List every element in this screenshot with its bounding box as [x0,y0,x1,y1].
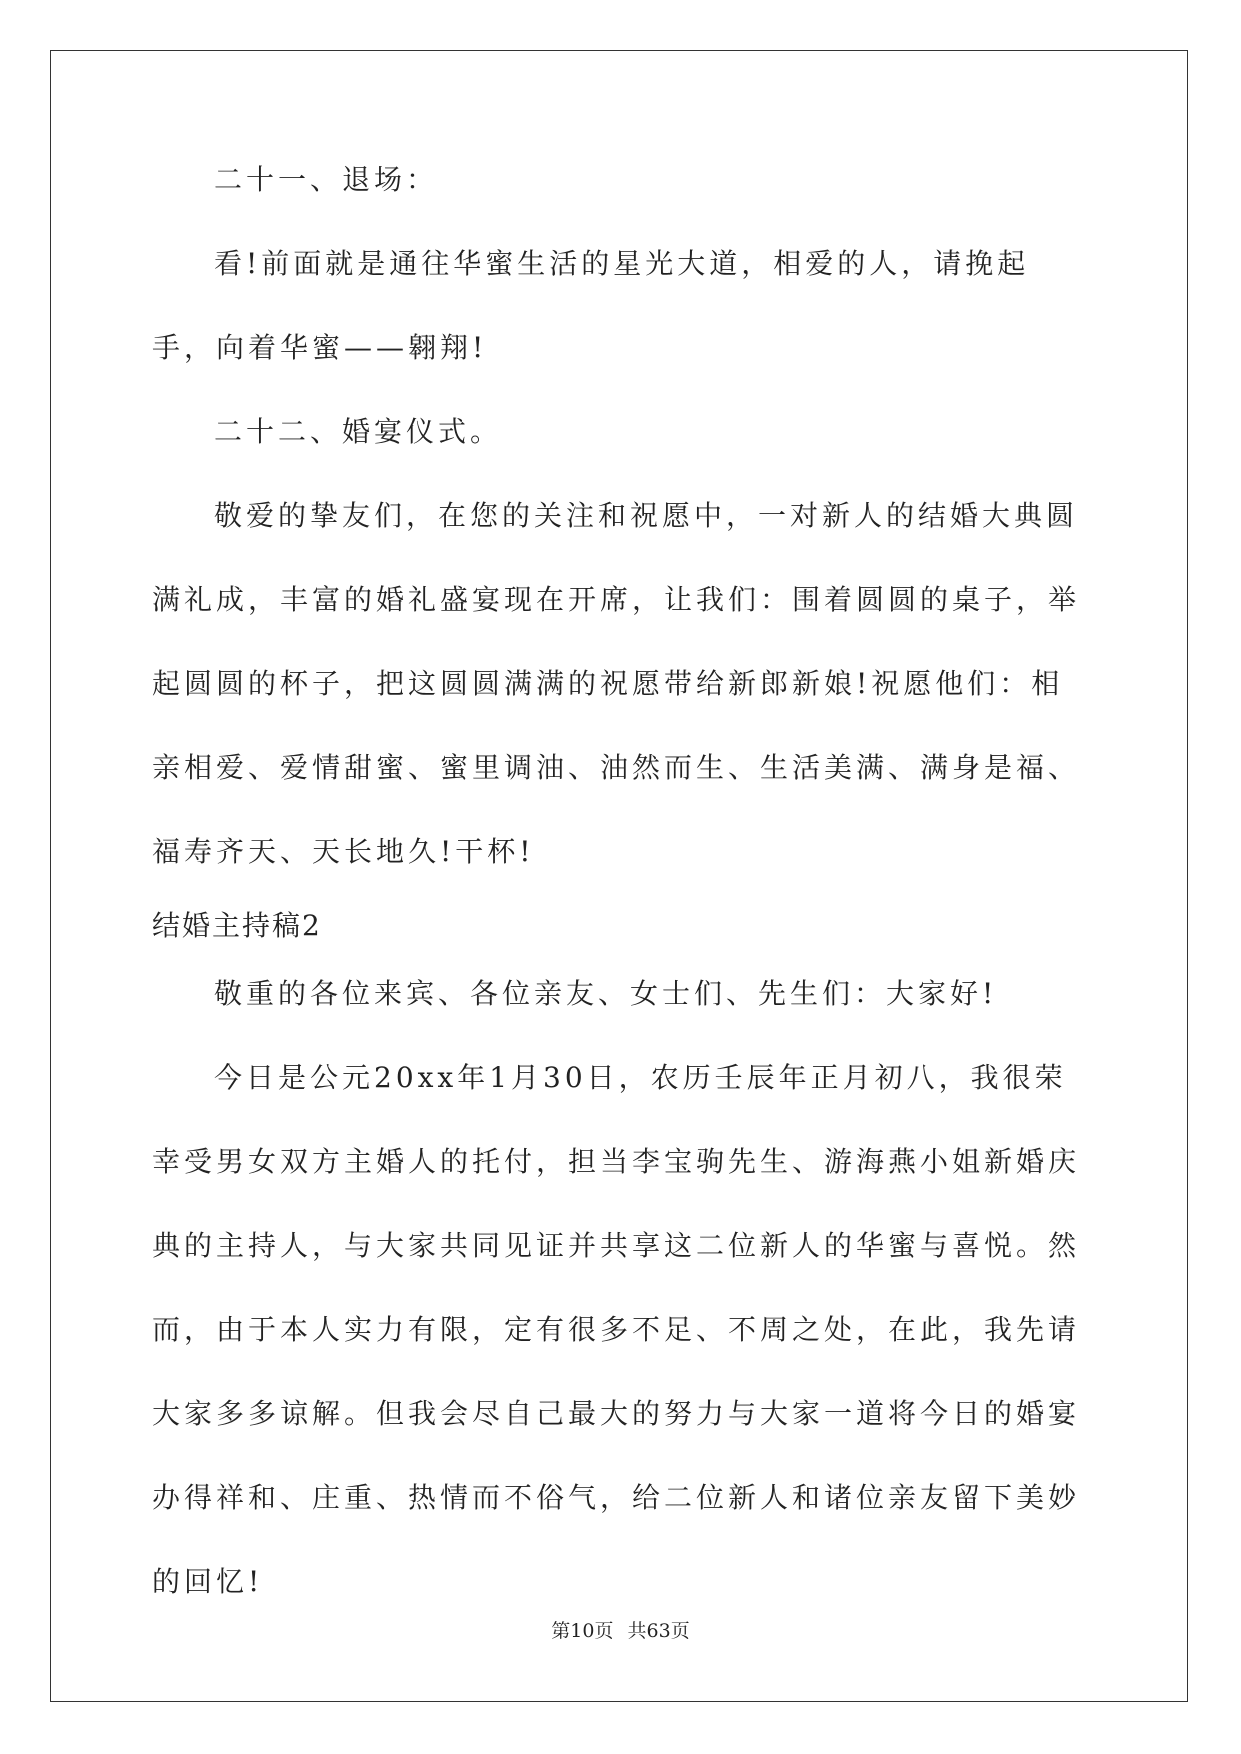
page-number-current: 第10页 [551,1620,614,1642]
paragraph-starlight: 看!前面就是通往华蜜生活的星光大道，相爱的人，请挽起手，向着华蜜——翱翔! [152,247,1030,364]
paragraph-banquet-heading: 二十二、婚宴仪式。 [214,415,503,448]
page-footer [0,1616,1241,1643]
paragraph-introduction: 今日是公元20xx年1月30日，农历壬辰年正月初八，我很荣幸受男女双方主婚人的托付，担当李宝驹先生、游海燕小姐新婚庆典的主持人，与大家共同见证并共享这二位新人的华蜜与喜悦。然而，由于本人实力有限，定有很多不足、不周之处，在此，我先请大家多多谅解。但我会尽自己最大的努力与大家一道将今日的婚宴办得祥和、庄重、热情而不俗气，给二位新人和诸位亲友留下美妙的回忆! [152,1061,1081,1598]
paragraph-exit: 二十一、退场： [214,163,439,196]
paragraph-greeting: 敬重的各位来宾、各位亲友、女士们、先生们：大家好! [214,977,998,1010]
paragraph-toast: 敬爱的挚友们，在您的关注和祝愿中，一对新人的结婚大典圆满礼成，丰富的婚礼盛宴现在开席，让我们：围着圆圆的桌子，举起圆圆的杯子，把这圆圆满满的祝愿带给新郎新娘!祝愿他们：相亲相爱、爱情甜蜜、蜜里调油、油然而生、生活美满、满身是福、福寿齐天、天长地久!干杯! [152,499,1081,868]
page-number-total: 共63页 [627,1620,690,1642]
section-title: 结婚主持稿2 [152,909,322,942]
